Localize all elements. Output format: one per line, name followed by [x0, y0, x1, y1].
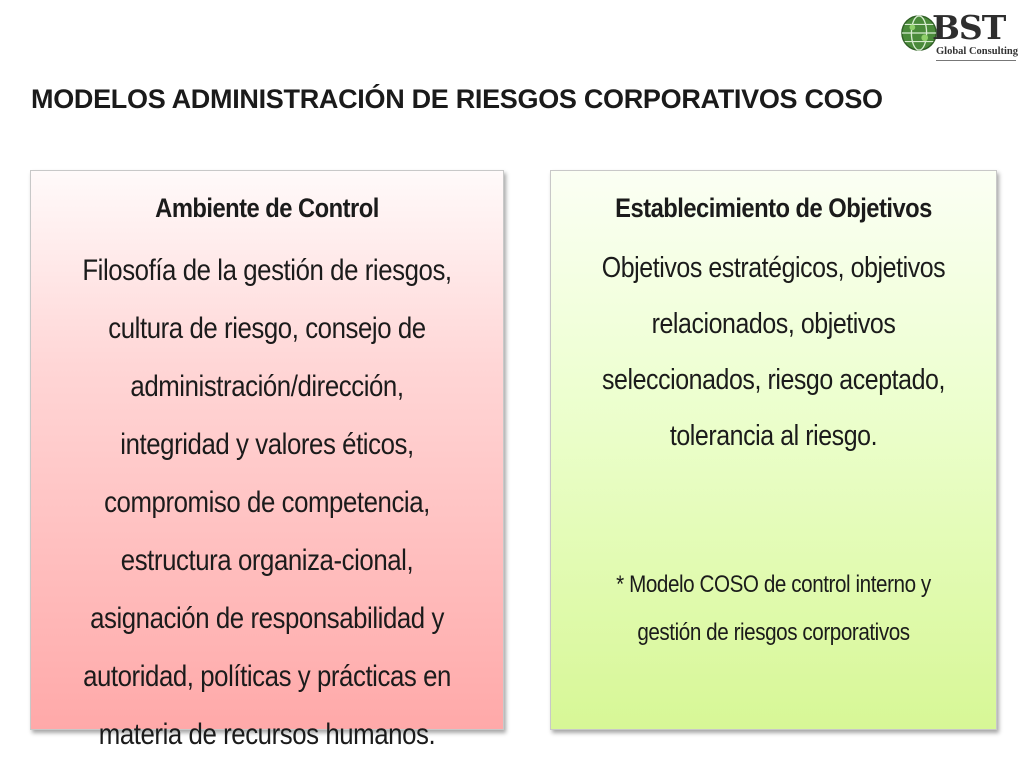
logo-underline [936, 60, 1016, 61]
bst-logo [898, 8, 1018, 64]
logo-subtitle: Global Consulting [936, 46, 1018, 57]
logo-mark: BST [932, 8, 1006, 47]
panel-establecimiento-de-objetivos [550, 170, 997, 730]
panel-body: Objetivos estratégicos, objetivos relacionados, objetivos seleccionados, riesgo aceptado, tolerancia al riesgo. [601, 252, 946, 452]
page-title: MODELOS ADMINISTRACIÓN DE RIESGOS CORPORATIVOS COSO [31, 84, 883, 114]
panel-body: Filosofía de la gestión de riesgos, cultura de riesgo, consejo de administración/dirección, integridad y valores éticos, compromiso de competencia, estructura organiza-cional, asignación de responsabilidad y autoridad, políticas y prácticas en materia de recursos humanos. [82, 254, 452, 751]
panel-heading: Establecimiento de Objetivos [615, 193, 932, 223]
panel-ambiente-de-control [30, 170, 504, 751]
panel-footnote: * Modelo COSO de control interno y gestión de riesgos corporativos [616, 571, 931, 646]
panel-heading: Ambiente de Control [155, 193, 379, 223]
